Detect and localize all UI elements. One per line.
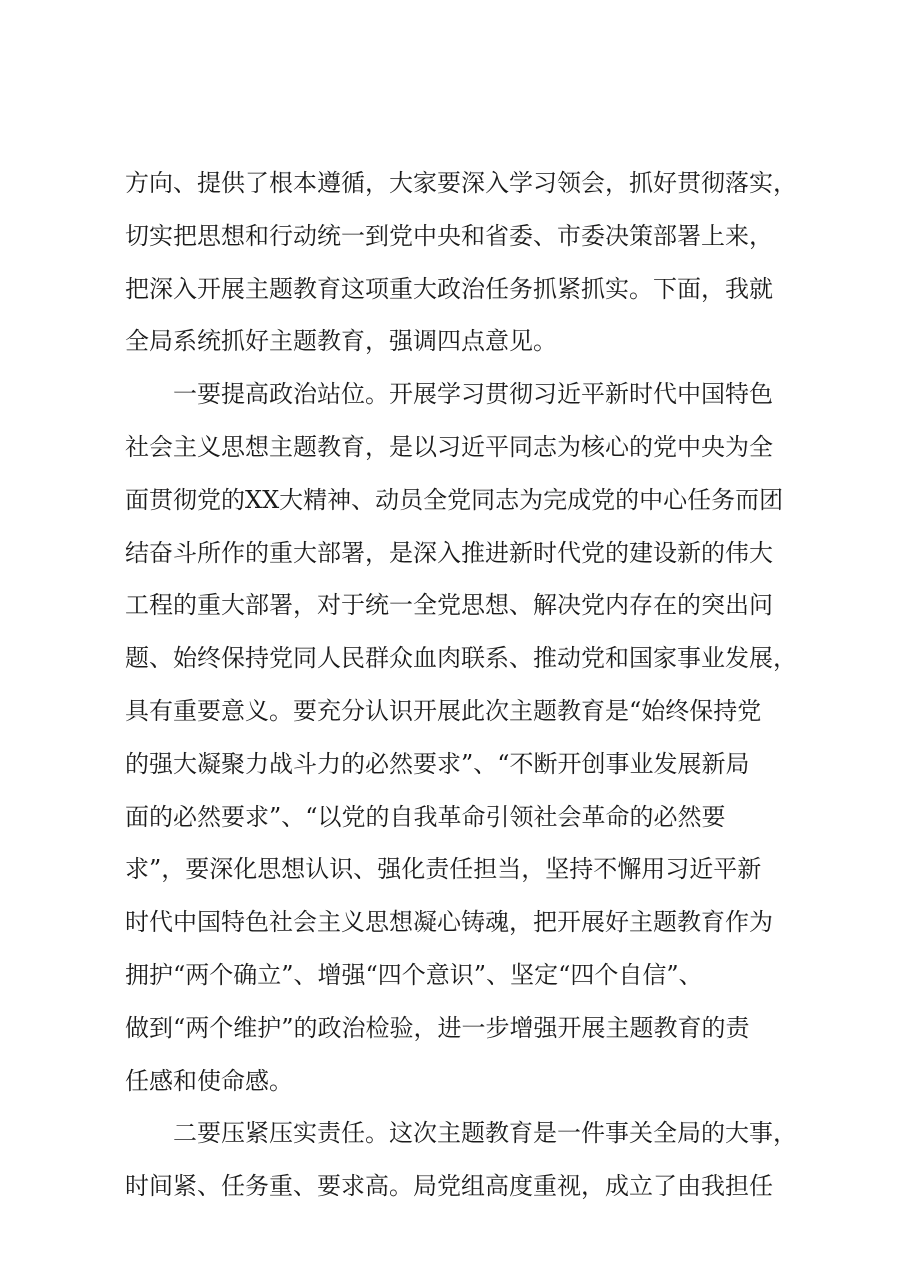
text-line: 切实把思想和行动统一到党中央和省委、市委决策部署上来， xyxy=(125,221,773,250)
text-line: 面的必然要求”、“以党的自我革命引领社会革命的必然要 xyxy=(125,802,726,831)
text-line: 做到“两个维护”的政治检验，进一步增强开展主题教育的责 xyxy=(125,1013,750,1042)
text-line: 具有重要意义。要充分认识开展此次主题教育是“始终保持党 xyxy=(125,696,762,725)
text-line: 社会主义思想主题教育，是以习近平同志为核心的党中央为全 xyxy=(125,432,773,461)
text-line: 工程的重大部署，对于统一全党思想、解决党内存在的突出问 xyxy=(125,591,773,620)
text-line: 的强大凝聚力战斗力的必然要求”、“不断开创事业发展新局 xyxy=(125,749,750,778)
text-line: 面贯彻党的XX大精神、动员全党同志为完成党的中心任务而团 xyxy=(125,485,784,514)
text-line: 全局系统抓好主题教育，强调四点意见。 xyxy=(125,327,557,356)
text-line: 题、始终保持党同人民群众血肉联系、推动党和国家事业发展， xyxy=(125,644,797,673)
text-line: 任感和使命感。 xyxy=(125,1066,293,1095)
paragraph-2-first-line: 二要压紧压实责任。这次主题教育是一件事关全局的大事， xyxy=(173,1119,797,1148)
text-line: 结奋斗所作的重大部署，是深入推进新时代党的建设新的伟大 xyxy=(125,538,773,567)
text-line: 把深入开展主题教育这项重大政治任务抓紧抓实。下面，我就 xyxy=(125,274,773,303)
text-line: 时间紧、任务重、要求高。局党组高度重视，成立了由我担任 xyxy=(125,1172,773,1201)
text-line: 方向、提供了根本遵循，大家要深入学习领会，抓好贯彻落实， xyxy=(125,169,797,197)
text-line: 时代中国特色社会主义思想凝心铸魂，把开展好主题教育作为 xyxy=(125,908,773,937)
paragraph-1-first-line: 一要提高政治站位。开展学习贯彻习近平新时代中国特色 xyxy=(173,380,773,409)
text-line: 拥护“两个确立”、增强“四个意识”、坚定“四个自信”、 xyxy=(125,960,703,989)
text-line: 求”，要深化思想认识、强化责任担当，坚持不懈用习近平新 xyxy=(125,855,762,884)
document-body xyxy=(125,163,805,1219)
